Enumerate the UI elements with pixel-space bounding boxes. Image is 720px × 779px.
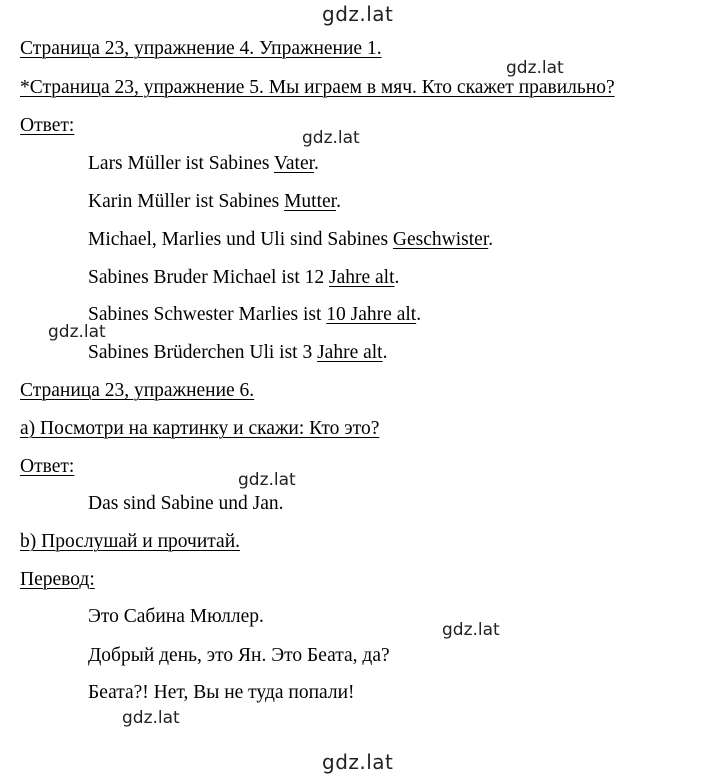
answer-line	[88, 152, 319, 176]
answer-underlined-word: Jahre alt	[329, 267, 395, 288]
answer-end: .	[488, 229, 494, 250]
answer-line: Das sind Sabine und Jan.	[88, 493, 284, 514]
translation-line: Добрый день, это Ян. Это Беата, да?	[88, 645, 390, 666]
answer-end: .	[382, 342, 388, 363]
translation-line: Это Сабина Мюллер.	[88, 606, 264, 627]
part-b-heading: b) Прослушай и прочитай.	[20, 531, 241, 552]
answer-line	[88, 341, 387, 365]
exercise-5-heading: *Страница 23, упражнение 5. Мы играем в мяч. Кто скажет правильно?	[20, 77, 615, 98]
answer-line	[88, 303, 421, 327]
answer-label: Ответ:	[20, 115, 75, 136]
answer-text: Karin Müller ist Sabines	[88, 191, 285, 212]
watermark: gdz.lat	[322, 750, 394, 774]
exercise-6-heading: Страница 23, упражнение 6.	[20, 380, 255, 401]
answer-underlined-word: 10 Jahre alt	[326, 304, 417, 325]
answer-underlined-word: Jahre alt	[317, 342, 383, 363]
translation-label: Перевод:	[20, 569, 95, 590]
answer-end: .	[314, 153, 319, 174]
answer-label: Ответ:	[20, 456, 75, 477]
translation-line: Беата?! Нет, Вы не туда попали!	[88, 682, 355, 703]
answer-end: .	[394, 267, 400, 288]
answer-line	[88, 228, 493, 252]
answer-text: Sabines Bruder Michael ist 12	[88, 267, 329, 288]
watermark: gdz.lat	[302, 128, 360, 148]
part-a-heading: а) Посмотри на картинку и скажи: Кто это?	[20, 418, 380, 439]
answer-underlined-word: Mutter	[284, 191, 337, 212]
answer-underlined-word: Vater	[273, 153, 315, 174]
answer-text: Sabines Brüderchen Uli ist 3	[88, 342, 318, 363]
answer-end: .	[416, 304, 422, 325]
watermark: gdz.lat	[238, 470, 296, 490]
answer-text: Sabines Schwester Marlies ist	[88, 304, 327, 325]
watermark: gdz.lat	[48, 322, 106, 342]
answer-line	[88, 190, 341, 214]
watermark: gdz.lat	[322, 2, 394, 26]
answer-line	[88, 266, 399, 290]
answer-text: Michael, Marlies und Uli sind Sabines	[88, 229, 393, 250]
exercise-4-heading: Страница 23, упражнение 4. Упражнение 1.	[20, 38, 382, 59]
watermark: gdz.lat	[442, 620, 500, 640]
watermark: gdz.lat	[122, 708, 180, 728]
answer-underlined-word: Geschwister	[392, 229, 489, 250]
answer-text: Lars Müller ist Sabines	[88, 153, 274, 174]
watermark: gdz.lat	[506, 58, 564, 78]
answer-end: .	[336, 191, 341, 212]
